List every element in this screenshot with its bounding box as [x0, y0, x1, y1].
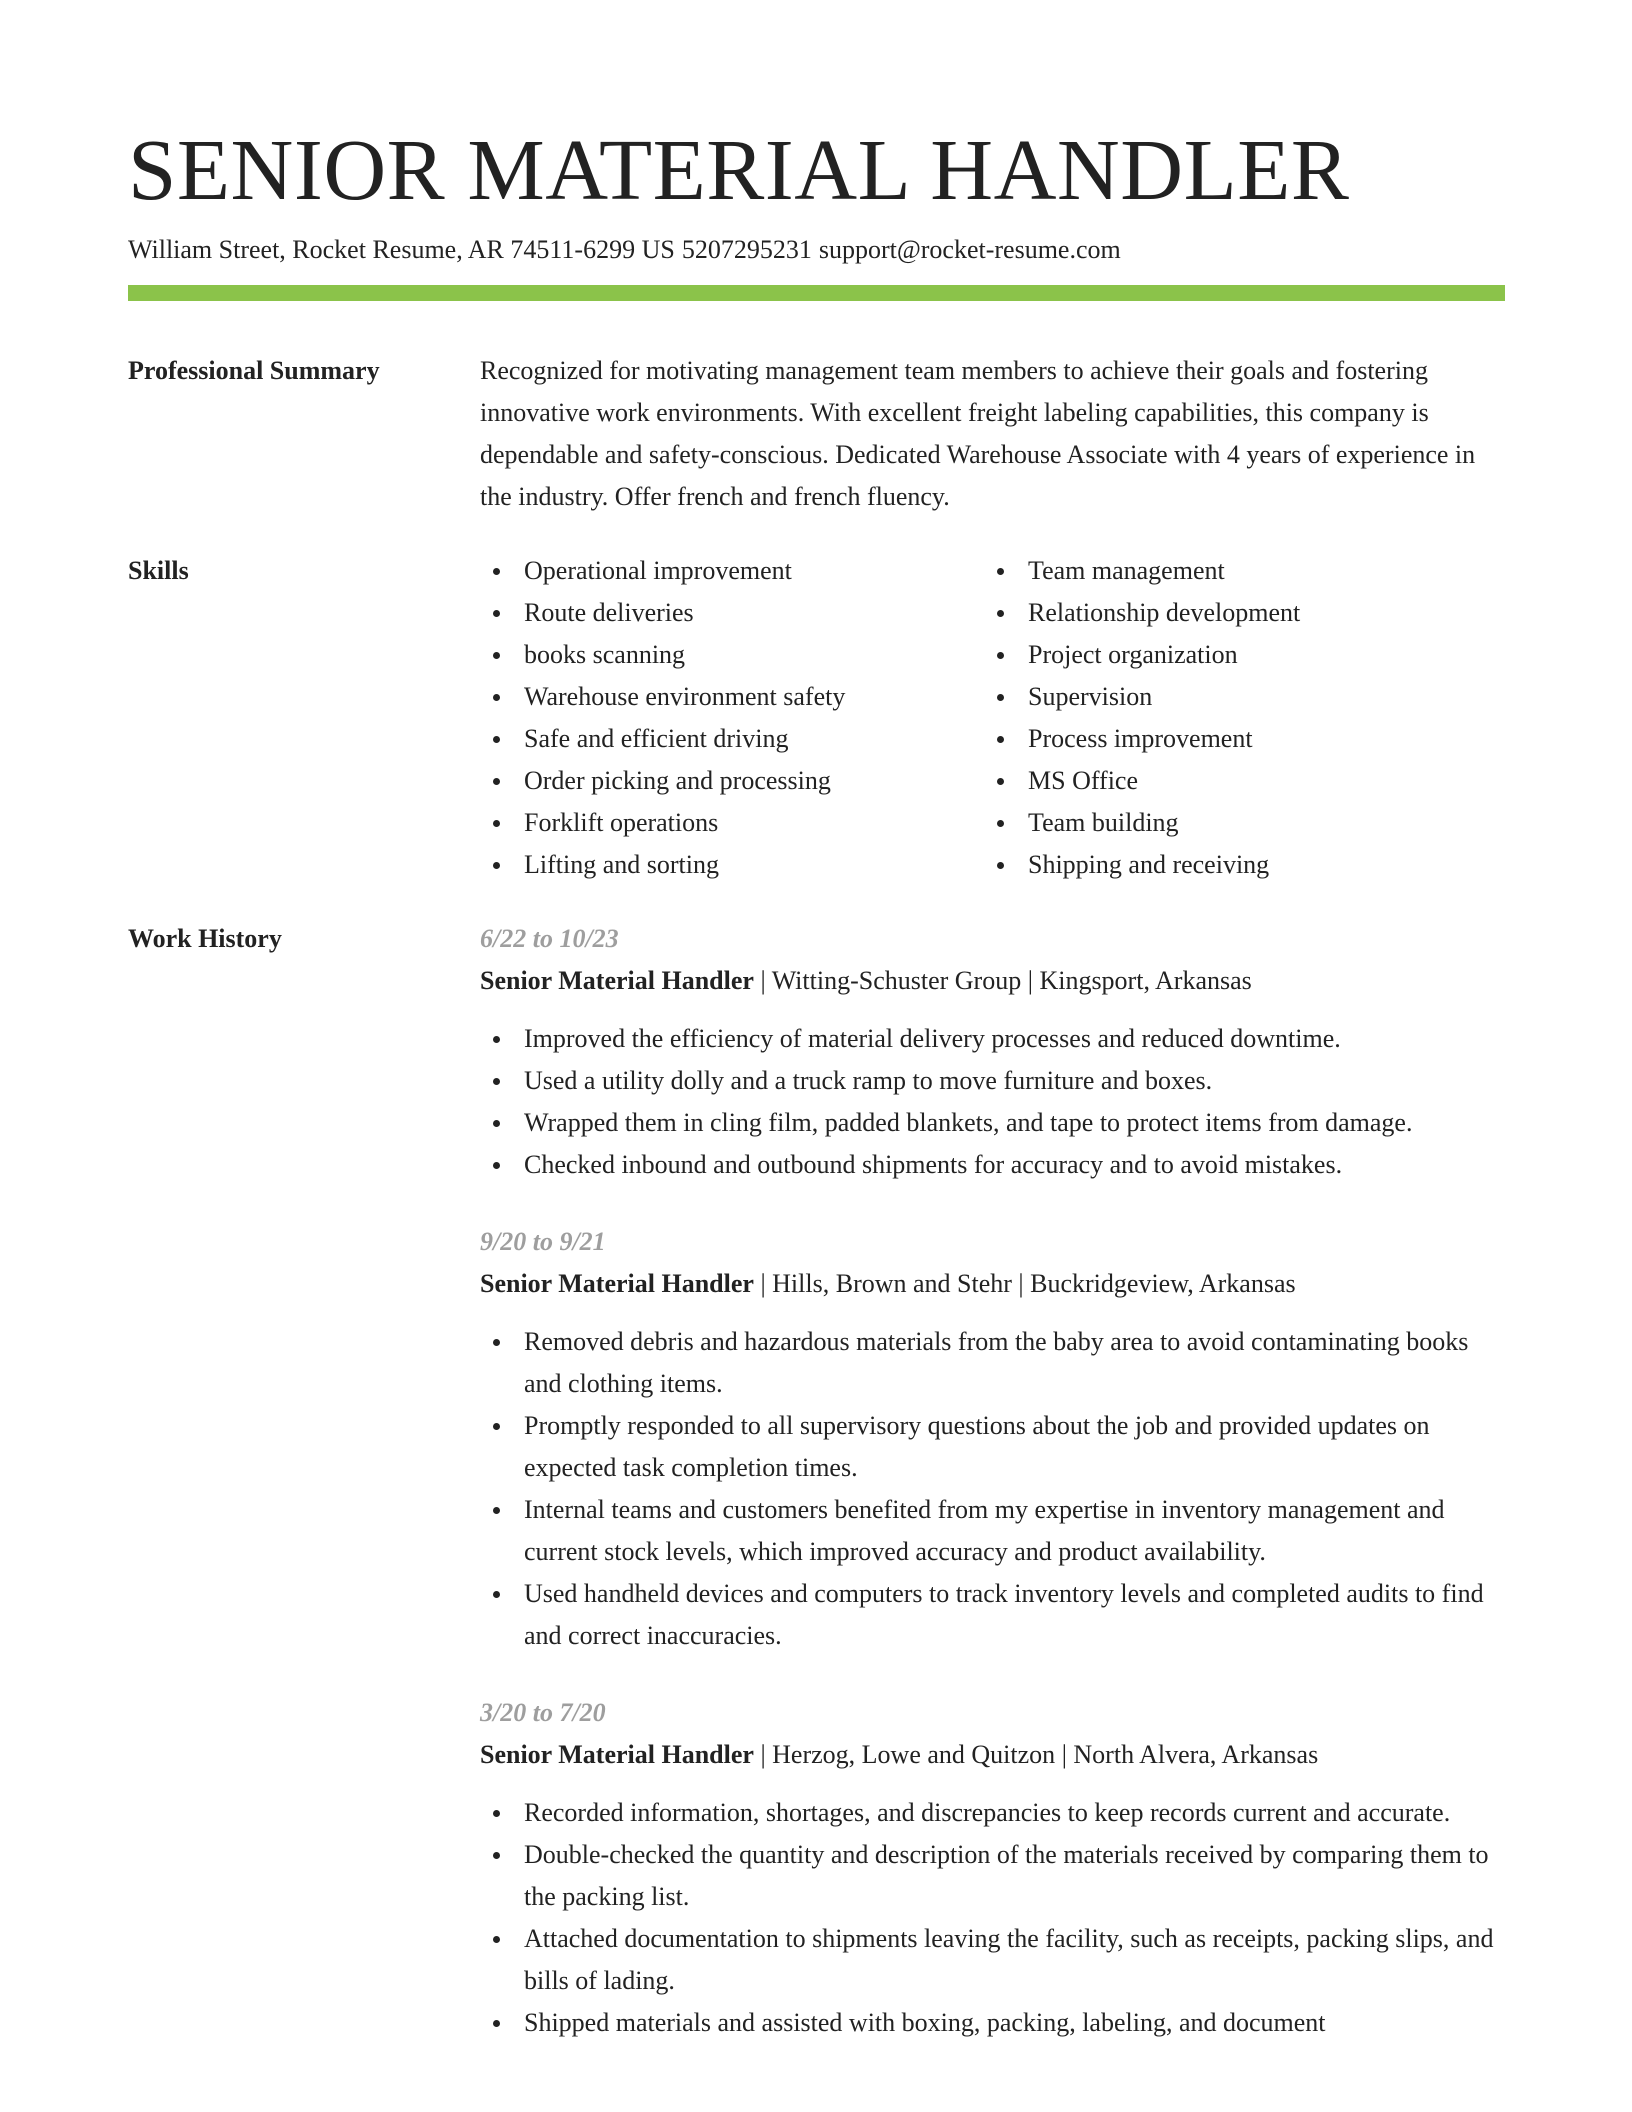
- job-bullet: Attached documentation to shipments leaving the facility, such as receipts, packing slips, and bills of lading.: [480, 1918, 1505, 2002]
- summary-text: Recognized for motivating management team members to achieve their goals and fostering innovative work environments. With excellent freight labeling capabilities, this company is dependable and safety-conscious. Dedicated Warehouse Associate with 4 years of experience in the industry. Offer french and french fluency.: [480, 356, 1476, 511]
- contact-line: [128, 234, 1121, 266]
- skill-item: Team management: [984, 550, 1488, 592]
- contact-phone: 5207295231: [681, 235, 812, 264]
- summary-body: [480, 350, 1505, 518]
- skill-item: MS Office: [984, 760, 1488, 802]
- skills-list-left: [480, 550, 984, 886]
- job-bullet: Wrapped them in cling film, padded blankets, and tape to protect items from damage.: [480, 1102, 1505, 1144]
- job-header: [480, 960, 1505, 1002]
- skill-item: Operational improvement: [480, 550, 984, 592]
- job-bullet: Internal teams and customers benefited from my expertise in inventory management and current stock levels, which improved accuracy and product availability.: [480, 1489, 1505, 1573]
- job-separator: |: [753, 966, 772, 995]
- job-dates: 3/20 to 7/20: [480, 1698, 606, 1727]
- skill-item: Shipping and receiving: [984, 844, 1488, 886]
- summary-heading: Professional Summary: [128, 356, 380, 385]
- job-company: Hills, Brown and Stehr: [772, 1269, 1012, 1298]
- job-company: Witting-Schuster Group: [771, 966, 1022, 995]
- job-separator: |: [1011, 1269, 1031, 1298]
- skill-item: Forklift operations: [480, 802, 984, 844]
- job-bullet: Used a utility dolly and a truck ramp to move furniture and boxes.: [480, 1060, 1505, 1102]
- job-dates: 9/20 to 9/21: [480, 1227, 606, 1256]
- skills-heading: Skills: [128, 556, 189, 585]
- job-company: Herzog, Lowe and Quitzon: [772, 1740, 1056, 1769]
- skill-item: Warehouse environment safety: [480, 676, 984, 718]
- job-separator: |: [753, 1269, 773, 1298]
- job-bullet: Checked inbound and outbound shipments for accuracy and to avoid mistakes.: [480, 1144, 1505, 1186]
- skills-list-right: [984, 550, 1488, 886]
- job-title: Senior Material Handler: [480, 966, 754, 995]
- skill-item: Order picking and processing: [480, 760, 984, 802]
- skills-body: [480, 550, 1505, 886]
- job-location: Buckridgeview, Arkansas: [1030, 1269, 1296, 1298]
- job-entry: [480, 1692, 1505, 2044]
- job-dates: 6/22 to 10/23: [480, 924, 619, 953]
- skill-item: Relationship development: [984, 592, 1488, 634]
- job-bullet: Used handheld devices and computers to track inventory levels and completed audits to find and correct inaccuracies.: [480, 1573, 1505, 1657]
- job-header: [480, 1734, 1505, 1776]
- job-bullet: Improved the efficiency of material delivery processes and reduced downtime.: [480, 1018, 1505, 1060]
- job-bullet: Recorded information, shortages, and discrepancies to keep records current and accurate.: [480, 1792, 1505, 1834]
- job-header: [480, 1263, 1505, 1305]
- skill-item: Team building: [984, 802, 1488, 844]
- resume-name: SENIOR MATERIAL HANDLER: [128, 121, 1350, 218]
- job-bullets: [480, 1321, 1505, 1657]
- contact-email[interactable]: support@rocket-resume.com: [818, 235, 1121, 264]
- job-title: Senior Material Handler: [480, 1269, 754, 1298]
- job-separator: |: [1055, 1740, 1074, 1769]
- job-entry: [480, 918, 1505, 1186]
- skill-item: Route deliveries: [480, 592, 984, 634]
- job-separator: |: [1021, 966, 1040, 995]
- contact-address: William Street, Rocket Resume, AR 74511-6299 US: [128, 235, 675, 264]
- work-heading: Work History: [128, 924, 282, 953]
- job-location: Kingsport, Arkansas: [1039, 966, 1252, 995]
- job-location: North Alvera, Arkansas: [1073, 1740, 1319, 1769]
- job-separator: |: [753, 1740, 773, 1769]
- job-bullet: Shipped materials and assisted with boxing, packing, labeling, and document: [480, 2002, 1505, 2044]
- header-divider: [128, 285, 1505, 301]
- job-bullets: [480, 1792, 1505, 2044]
- job-entry: [480, 1221, 1505, 1657]
- skill-item: Lifting and sorting: [480, 844, 984, 886]
- skill-item: Safe and efficient driving: [480, 718, 984, 760]
- skill-item: books scanning: [480, 634, 984, 676]
- skill-item: Process improvement: [984, 718, 1488, 760]
- job-bullet: Double-checked the quantity and description of the materials received by comparing them to the packing list.: [480, 1834, 1505, 1918]
- skill-item: Supervision: [984, 676, 1488, 718]
- skill-item: Project organization: [984, 634, 1488, 676]
- job-bullet: Removed debris and hazardous materials from the baby area to avoid contaminating books and clothing items.: [480, 1321, 1505, 1405]
- job-bullets: [480, 1018, 1505, 1186]
- job-title: Senior Material Handler: [480, 1740, 754, 1769]
- job-bullet: Promptly responded to all supervisory questions about the job and provided updates on expected task completion times.: [480, 1405, 1505, 1489]
- work-body: [480, 918, 1505, 2079]
